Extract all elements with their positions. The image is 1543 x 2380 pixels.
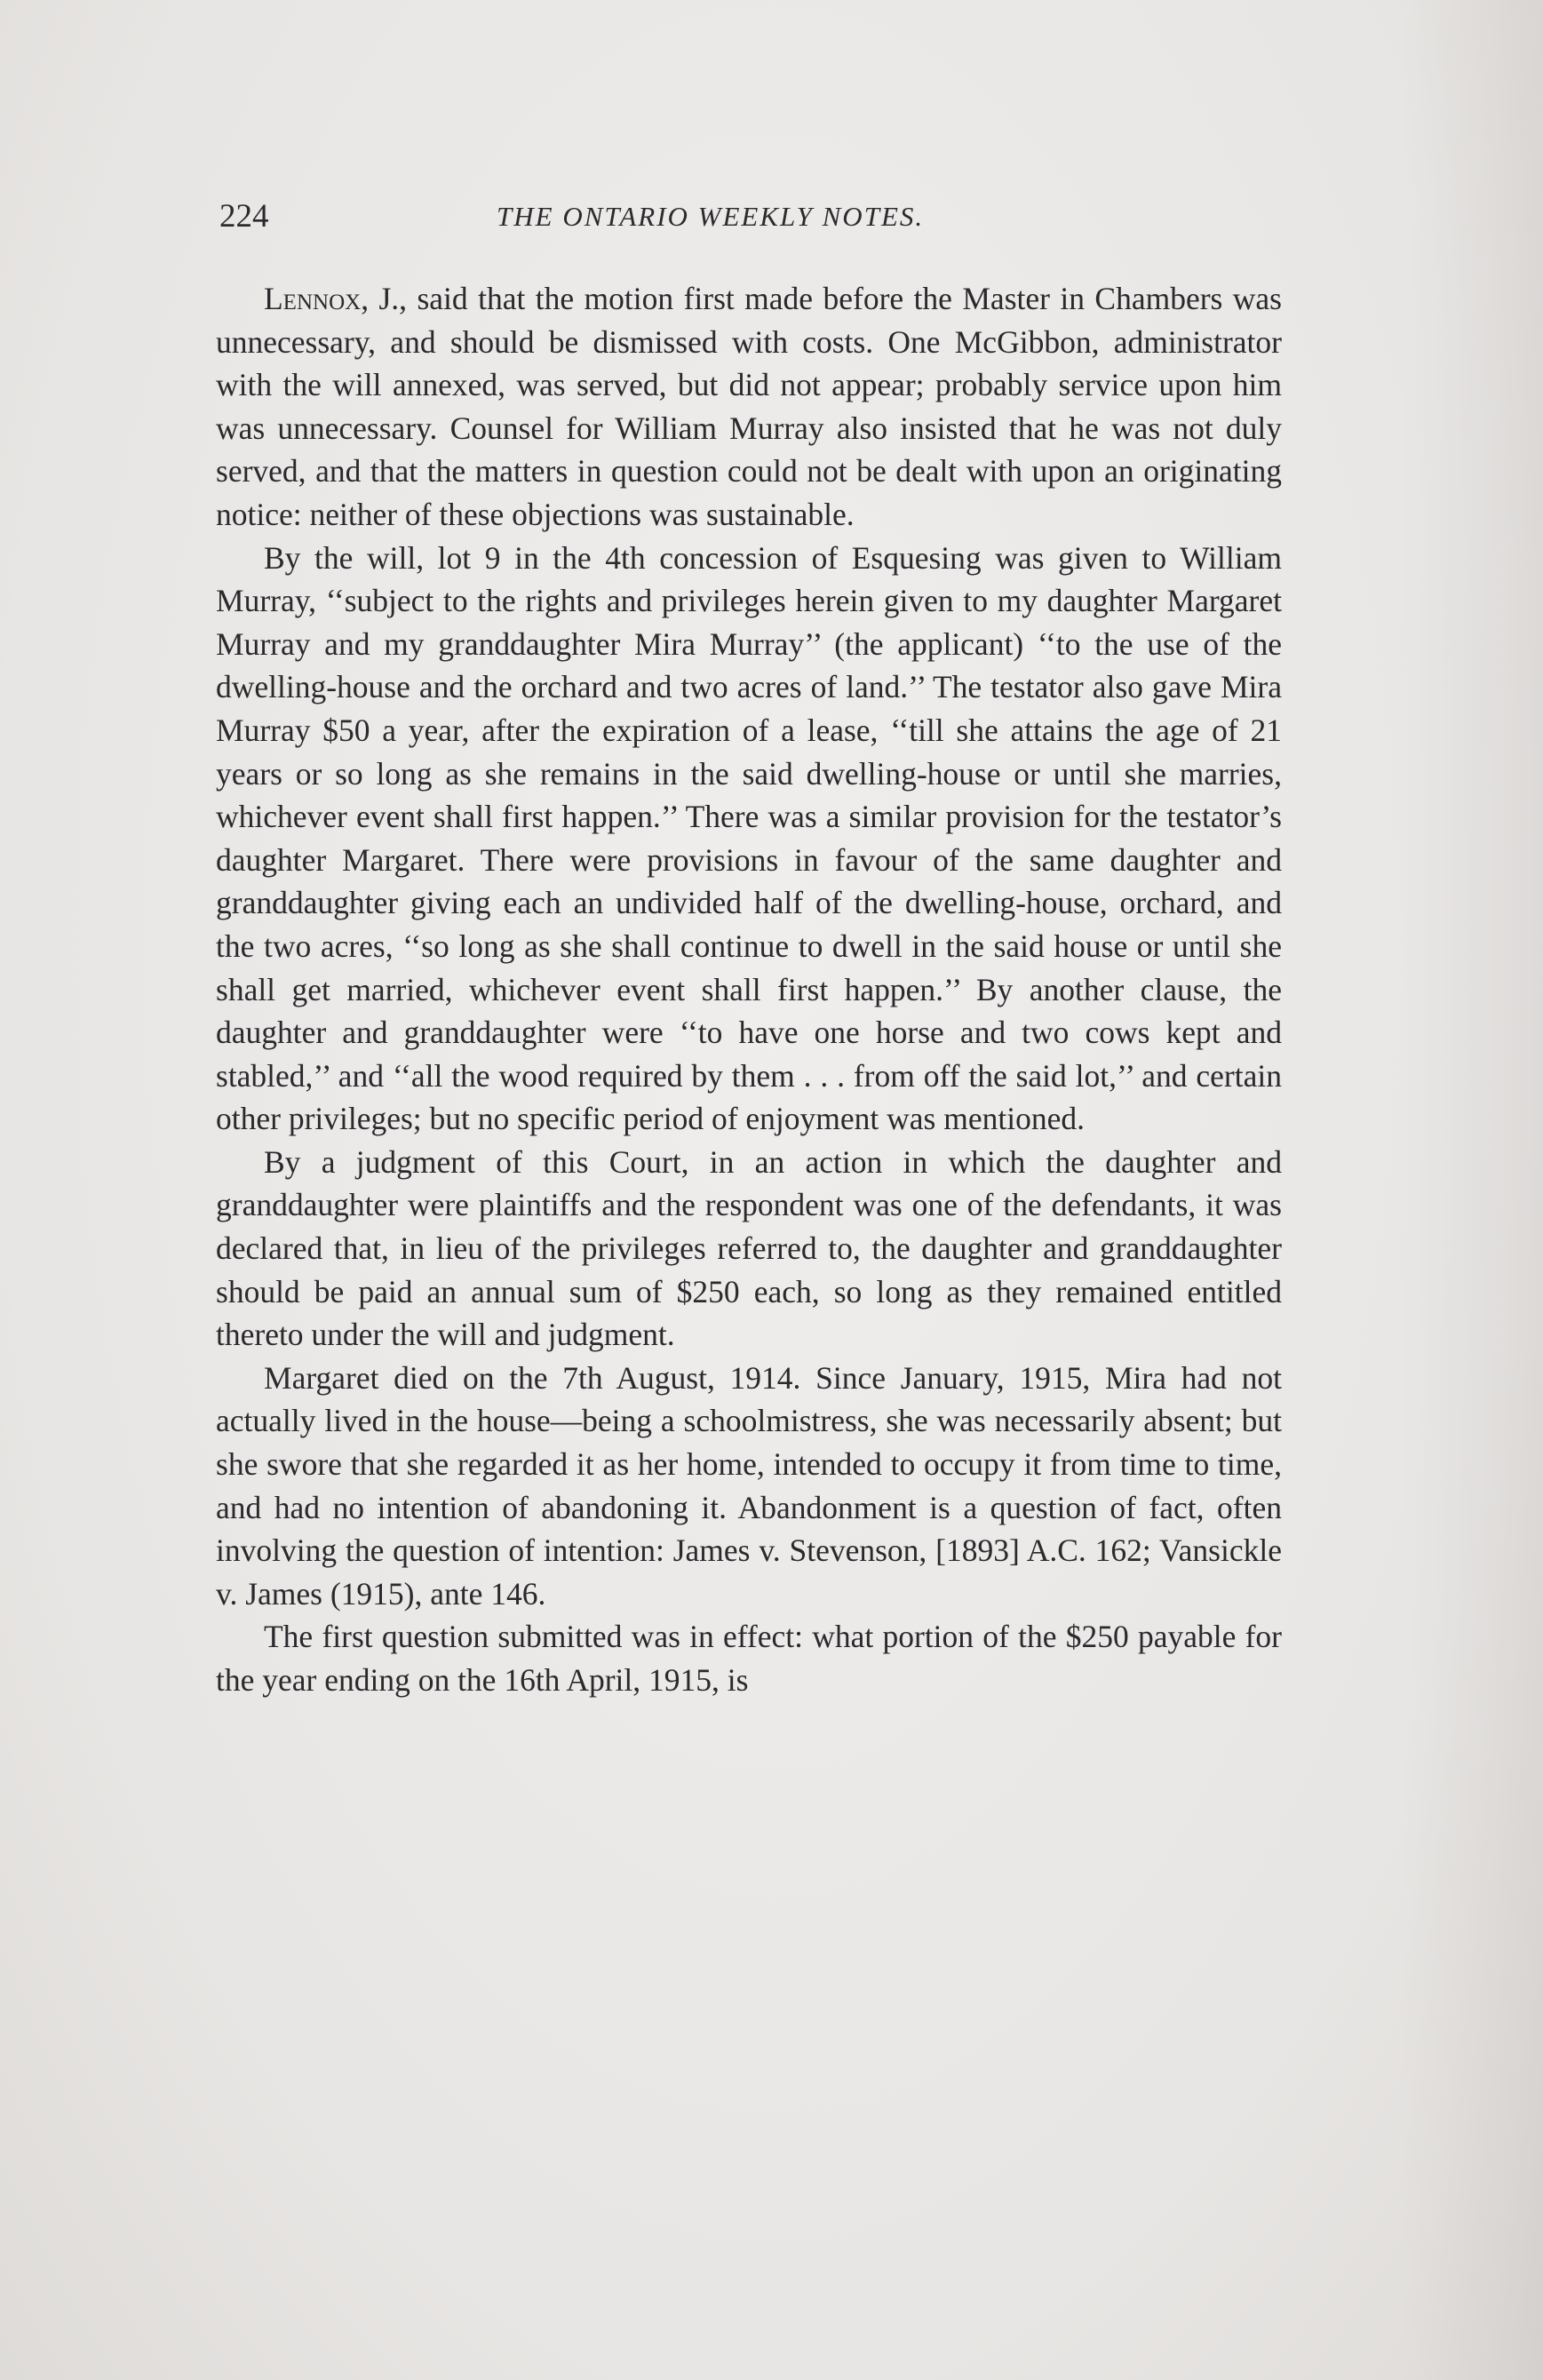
page-header	[219, 197, 1303, 242]
paragraph-1	[216, 277, 1282, 537]
paragraph-5: The first question submitted was in effect: what portion of the $250 payable for the year ending on the 16th April, 1915, is	[216, 1619, 1282, 1698]
body-text	[216, 277, 1282, 1702]
paragraph-4: Margaret died on the 7th August, 1914. Since January, 1915, Mira had not actually lived in the house—being a schoolmistress, she was necessarily absent; but she swore that she regarded it as her home, intended to occupy it from time to time, and had no intention of abandoning it. Abandonment is a question of fact, often involving the question of intention: James v. Stevenson, [1893] A.C. 162; Vansickle v. James (1915), ante 146.	[216, 1359, 1282, 1612]
paragraph-3: By a judgment of this Court, in an action in which the daughter and granddaughter were plaintiffs and the respondent was one of the defendants, it was declared that, in lieu of the privileges referred to, the daughter and granddaughter should be paid an annual sum of $250 each, so long as they remained entitled thereto under the will and judgment.	[216, 1143, 1282, 1353]
paragraph-2: By the will, lot 9 in the 4th concession of Esquesing was given to William Murray, ‘‘subject to the rights and privileges herein given to my daughter Margaret Murray and my granddaughter Mira Murray’’ (the applicant) ‘‘to the use of the dwelling-house and the orchard and two acres of land.’’ The testator also gave Mira Murray $50 a year, after the expiration of a lease, ‘‘till she attains the age of 21 years or so long as she remains in the said dwelling-house or until she marries, whichever event shall first happen.’’ There was a similar provision for the testator’s daughter Margaret. There were provisions in favour of the same daughter and granddaughter giving each an undivided half of the dwelling-house, orchard, and the two acres, ‘‘so long as she shall continue to dwell in the said house or until she shall get married, whichever event shall first happen.’’ By another clause, the daughter and granddaughter were ‘‘to have one horse and two cows kept and stabled,’’ and ‘‘all the wood required by them . . . from off the said lot,’’ and certain other privileges; but no specific period of enjoyment was mentioned.	[216, 539, 1282, 1137]
judge-name: Lennox	[264, 281, 362, 316]
running-head: THE ONTARIO WEEKLY NOTES.	[497, 201, 925, 232]
binding-shadow	[1401, 0, 1543, 2380]
paragraph-1-text: , J., said that the motion first made before the Master in Chambers was unnecessary, and should be dismissed with costs. One McGibbon, administrator with the will annexed, was served, but did not appear; probably service upon him was unnecessary. Counsel for William Murray also insisted that he was not duly served, and that the matters in question could not be dealt with upon an originating notice: neither of these objections was sustainable.	[216, 281, 1282, 532]
page-number: 224	[219, 198, 269, 235]
